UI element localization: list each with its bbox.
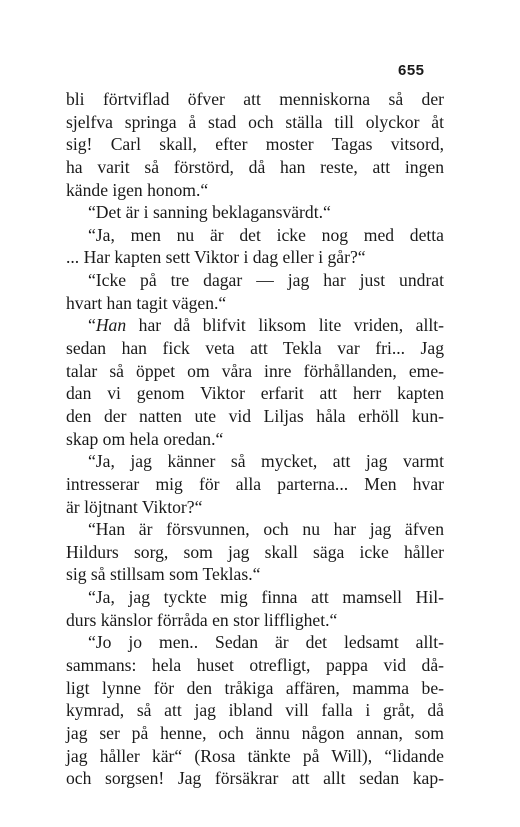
page-number: 655 [398,62,425,79]
text-line: “Ja, jag känner så mycket, att jag varmt [88,451,444,472]
text-line: är löjtnant Viktor?“ [66,496,203,517]
text-line: “Ja, jag tyckte mig finna att mamsell Hil- [88,587,444,608]
text-line: sjelfva springa å stad och ställa till olyckor åt [66,111,444,132]
text-line: ... Har kapten sett Viktor i dag eller i går?“ [66,247,366,268]
text-line: jag ser på henne, och ännu någon annan, som [66,722,444,743]
text-line: bli förtviflad öfver att menniskorna så der [66,89,444,109]
text-line: “Ja, men nu är det icke nog med detta [88,224,444,245]
text-line: intresserar mig för alla parterna... Men hvar [66,473,444,494]
text-line: den der natten ute vid Liljas håla erhöll kun- [66,405,444,426]
text-line: sig så stillsam som Teklas.“ [66,564,261,585]
text-line: “Han är försvunnen, och nu har jag äfven [88,519,444,540]
text-line: ligt lynne för den tråkiga affären, mamma be- [66,677,444,698]
text-line: ha varit så förstörd, då han reste, att ingen [66,156,444,177]
text-line: sedan han fick veta att Tekla var fri... Jag [66,338,444,359]
body-text [66,88,444,790]
text-line: kände igen honom.“ [66,179,209,200]
text-line: hvart han tagit vägen.“ [66,292,227,313]
text-line: sig! Carl skall, efter moster Tagas vitsord, [66,134,444,155]
text-line: Hildurs sorg, som jag skall säga icke håller [66,541,444,562]
text-line: skap om hela oredan.“ [66,428,224,449]
text-line: durs känslor förråda en stor lifflighet.“ [66,609,338,630]
text-line: och sorgsen! Jag försäkrar att allt sedan kap- [66,768,444,789]
text-line: dan vi genom Viktor erfarit att herr kapten [66,383,444,404]
text-line: jag håller kär“ (Rosa tänkte på Will), “lidande [66,745,444,766]
text-line: “Det är i sanning beklagansvärdt.“ [88,202,331,223]
text-line: talar så öppet om våra inre förhållanden, eme- [66,360,444,381]
emphasis: Han [95,315,127,336]
text-line: “Icke på tre dagar — jag har just undrat [88,270,444,291]
text-line: sammans: hela huset otrefligt, pappa vid då- [66,655,444,676]
text-line: “Jo jo men.. Sedan är det ledsamt allt- [88,632,444,653]
text-line: kymrad, så att jag ibland vill falla i gråt, då [66,700,444,721]
text-line: “Han har då blifvit liksom lite vriden, allt- [88,315,444,336]
